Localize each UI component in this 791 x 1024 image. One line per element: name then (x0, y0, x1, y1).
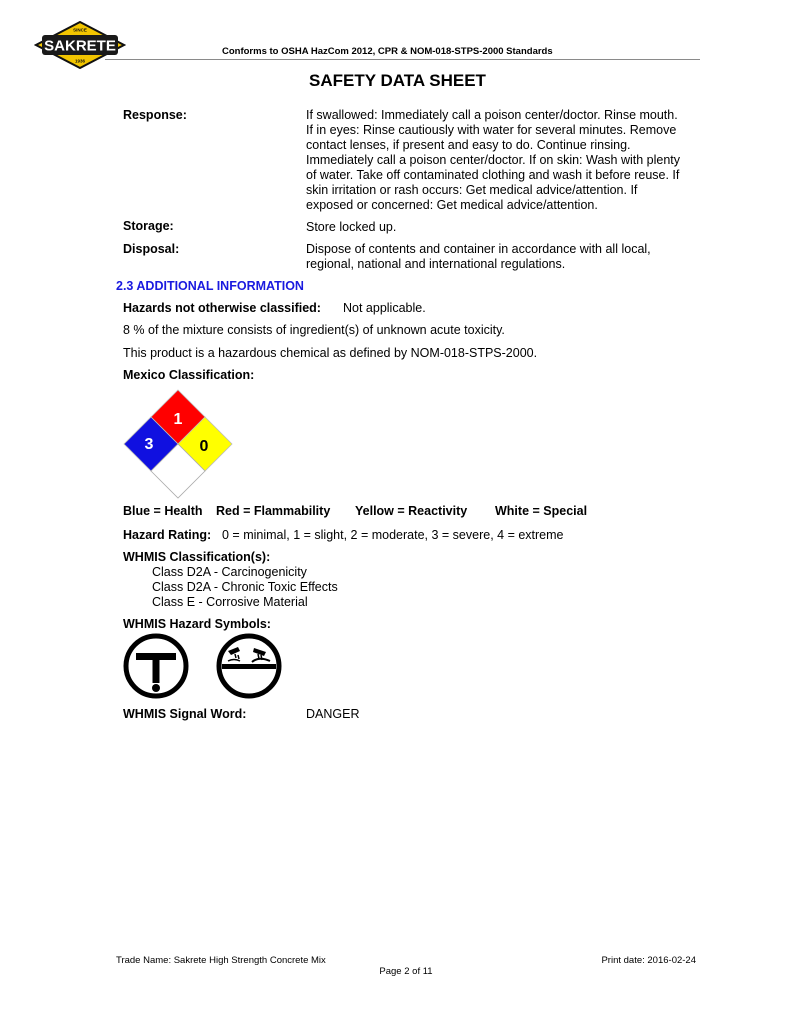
footer-print-date: Print date: 2016-02-24 (601, 955, 696, 966)
whmis-classification-label: WHMIS Classification(s): (123, 550, 271, 564)
footer-page-number: Page 2 of 11 (379, 966, 433, 977)
hazard-rating-label: Hazard Rating: (123, 528, 212, 542)
corrosive-icon (214, 632, 284, 700)
response-text (306, 108, 706, 213)
response-line: skin irritation or rash occurs: Get medical advice/attention. If (306, 183, 638, 197)
response-line: If swallowed: Immediately call a poison center/doctor. Rinse mouth. (306, 108, 678, 122)
hnoc-value: Not applicable. (343, 301, 426, 315)
hnoc-label: Hazards not otherwise classified: (123, 301, 321, 315)
biohazard-toxic-icon (122, 632, 190, 700)
whmis-class-item: Class E - Corrosive Material (152, 595, 308, 609)
logo-year: 1936 (74, 58, 86, 64)
disposal-text (306, 242, 706, 272)
response-line: Immediately call a poison center/doctor. If on skin: Wash with plenty (306, 153, 681, 167)
mexico-classification-label: Mexico Classification: (123, 368, 255, 382)
logo-since: SINCE (73, 27, 87, 33)
storage-label: Storage: (123, 219, 174, 233)
legend-white: White = Special (495, 504, 588, 518)
unknown-toxicity-text: 8 % of the mixture consists of ingredient(s) of unknown acute toxicity. (123, 323, 505, 337)
response-label: Response: (123, 108, 187, 122)
disposal-line: Dispose of contents and container in accordance with all local, (306, 242, 651, 256)
whmis-signal-label: WHMIS Signal Word: (123, 707, 247, 721)
reactivity-rating: 0 (199, 438, 209, 455)
hazardous-chemical-text: This product is a hazardous chemical as defined by NOM-018-STPS-2000. (123, 346, 538, 360)
section-title-additional: 2.3 ADDITIONAL INFORMATION (116, 279, 304, 293)
disposal-label: Disposal: (123, 242, 180, 256)
flammability-rating: 1 (173, 411, 183, 428)
conforms-statement: Conforms to OSHA HazCom 2012, CPR & NOM-018-STPS-2000 Standards (222, 46, 553, 57)
storage-text: Store locked up. (306, 220, 397, 234)
response-line: If in eyes: Rinse cautiously with water for several minutes. Remove (306, 123, 677, 137)
footer-trade-name: Trade Name: Sakrete High Strength Concrete Mix (116, 955, 326, 966)
legend-blue: Blue = Health (123, 504, 203, 518)
whmis-class-item: Class D2A - Carcinogenicity (152, 565, 307, 579)
hazard-rating-text: 0 = minimal, 1 = slight, 2 = moderate, 3 = severe, 4 = extreme (222, 528, 564, 542)
whmis-classes (152, 565, 338, 610)
response-line: contact lenses, if present and easy to do. Continue rinsing. (306, 138, 631, 152)
header-rule (105, 59, 700, 60)
health-rating: 3 (144, 436, 154, 453)
page-title: SAFETY DATA SHEET (309, 71, 486, 90)
legend-red: Red = Flammability (216, 504, 331, 518)
whmis-class-item: Class D2A - Chronic Toxic Effects (152, 580, 338, 594)
legend-yellow: Yellow = Reactivity (355, 504, 468, 518)
response-line: exposed or concerned: Get medical advice/attention. (306, 198, 598, 212)
whmis-symbols-label: WHMIS Hazard Symbols: (123, 617, 271, 631)
response-line: of water. Take off contaminated clothing and wash it before reuse. If (306, 168, 680, 182)
sakrete-logo (34, 21, 126, 69)
hazard-diamond (122, 389, 234, 499)
whmis-signal-value: DANGER (306, 707, 360, 721)
logo-brand: SAKRETE (44, 37, 116, 55)
disposal-line: regional, national and international regulations. (306, 257, 566, 271)
